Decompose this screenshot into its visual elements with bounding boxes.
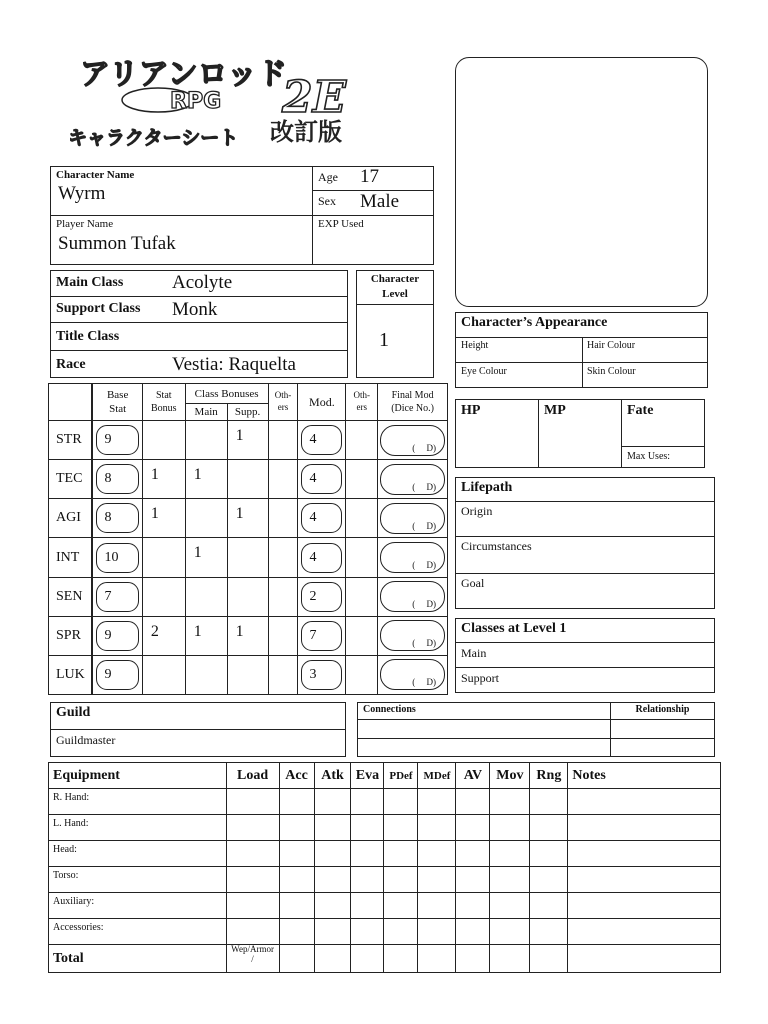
base-stat-cell[interactable]: [92, 460, 142, 499]
support-class-label: Support Class: [56, 301, 141, 316]
stat-name: [49, 460, 93, 499]
equipment-cell[interactable]: [279, 919, 314, 945]
equipment-header-pdef: PDef: [384, 763, 418, 789]
stat-label: SPR: [56, 627, 81, 643]
guildmaster-label: Guildmaster: [56, 733, 116, 747]
mod-cell[interactable]: [298, 460, 346, 499]
equipment-cell[interactable]: [418, 815, 456, 841]
class-main-header: Main: [185, 404, 227, 421]
equipment-header-equipment: Equipment: [49, 763, 227, 789]
class-main-cell[interactable]: [185, 421, 227, 460]
stats-table: [48, 383, 448, 695]
age-label: Age: [318, 170, 338, 184]
support-class-value[interactable]: Monk: [172, 299, 218, 320]
wep-armor-separator: /: [251, 953, 254, 964]
equipment-cell[interactable]: [530, 893, 568, 919]
stat-name: [49, 655, 93, 694]
equipment-cell[interactable]: [418, 919, 456, 945]
stat-name: [49, 499, 93, 538]
equipment-cell[interactable]: [279, 815, 314, 841]
stat-value: 1: [193, 466, 202, 484]
main-class-label: Main Class: [56, 275, 124, 290]
others-cell[interactable]: [268, 616, 298, 655]
equipment-cell[interactable]: [530, 789, 568, 815]
equipment-cell[interactable]: [456, 919, 490, 945]
dice-label: ( D): [412, 560, 436, 571]
stat-label: TEC: [56, 471, 83, 487]
character-level-value[interactable]: 1: [379, 329, 389, 351]
stat-bonus-cell[interactable]: [142, 538, 185, 577]
sex-value[interactable]: Male: [360, 191, 400, 212]
equipment-cell[interactable]: [490, 919, 530, 945]
equipment-cell[interactable]: [384, 867, 418, 893]
logo-subtitle: キャラクターシート: [70, 127, 239, 149]
mod-cell[interactable]: [298, 538, 346, 577]
final-mod-cell[interactable]: [378, 655, 448, 694]
sex-label: Sex: [318, 194, 336, 208]
stat-name: [49, 616, 93, 655]
others-cell[interactable]: [268, 460, 298, 499]
stat-value: 2: [150, 622, 159, 640]
max-uses-label: Max Uses:: [627, 451, 671, 462]
equipment-row: [49, 919, 721, 945]
equipment-cell[interactable]: [314, 841, 351, 867]
mod-field[interactable]: 2: [301, 582, 342, 612]
equipment-cell[interactable]: [384, 919, 418, 945]
dice-label: ( D): [412, 442, 436, 453]
others-cell[interactable]: [268, 421, 298, 460]
mod-cell[interactable]: [298, 499, 346, 538]
height-label: Height: [461, 340, 489, 351]
base-stat-field[interactable]: 9: [96, 425, 138, 455]
equipment-cell[interactable]: [568, 867, 721, 893]
skin-colour-label: Skin Colour: [587, 366, 636, 377]
equipment-total-cell[interactable]: [384, 945, 418, 973]
stat-value: 1: [235, 427, 244, 445]
stat-bonus-cell[interactable]: [142, 577, 185, 616]
equipment-cell[interactable]: [568, 893, 721, 919]
stat-name: [49, 577, 93, 616]
eye-colour-label: Eye Colour: [461, 366, 507, 377]
final-mod-field[interactable]: [380, 425, 445, 456]
class-supp-cell[interactable]: [227, 499, 268, 538]
equipment-cell[interactable]: [384, 893, 418, 919]
equipment-total-row: [49, 945, 721, 973]
equipment-row: [49, 789, 721, 815]
equipment-cell[interactable]: [314, 867, 351, 893]
others-cell-2[interactable]: [346, 421, 378, 460]
character-name-label: Character Name: [56, 169, 135, 181]
classes-at-level-title: Classes at Level 1: [461, 621, 567, 636]
equipment-cell[interactable]: [490, 789, 530, 815]
others-cell-2[interactable]: [346, 655, 378, 694]
class-supp-cell[interactable]: [227, 538, 268, 577]
stat-value: 1: [235, 622, 244, 640]
equipment-cell[interactable]: [530, 867, 568, 893]
equipment-total-cell[interactable]: [418, 945, 456, 973]
equipment-cell[interactable]: [279, 893, 314, 919]
stat-bonus-cell[interactable]: [142, 421, 185, 460]
equipment-header-atk: Atk: [314, 763, 351, 789]
base-stat-cell[interactable]: [92, 538, 142, 577]
equipment-header-notes: Notes: [568, 763, 721, 789]
base-stat-cell[interactable]: [92, 421, 142, 460]
equipment-cell[interactable]: [456, 893, 490, 919]
stat-row: [49, 577, 448, 616]
class-supp-cell[interactable]: [227, 616, 268, 655]
final-mod-cell[interactable]: [378, 538, 448, 577]
equipment-cell[interactable]: [456, 789, 490, 815]
stat-label: INT: [56, 549, 80, 565]
equipment-header-acc: Acc: [279, 763, 314, 789]
equipment-cell[interactable]: [351, 841, 384, 867]
character-level-label-1: Character: [370, 273, 420, 285]
logo-edition: 2E: [282, 72, 347, 123]
equipment-cell[interactable]: [279, 841, 314, 867]
stat-bonus-header: Stat Bonus: [142, 384, 185, 421]
character-level-label-2: Level: [382, 288, 408, 300]
base-stat-field[interactable]: 8: [96, 464, 138, 494]
base-stat-cell[interactable]: [92, 577, 142, 616]
stat-bonus-cell[interactable]: [142, 460, 185, 499]
equipment-slot-label: L. Hand:: [49, 815, 227, 841]
stat-row: [49, 499, 448, 538]
equipment-cell[interactable]: [490, 867, 530, 893]
stat-row: [49, 655, 448, 694]
final-mod-field[interactable]: [380, 659, 445, 690]
race-value[interactable]: Vestia: Raquelta: [172, 354, 296, 375]
character-name-value[interactable]: Wyrm: [58, 183, 106, 204]
equipment-cell[interactable]: [351, 867, 384, 893]
equipment-cell[interactable]: [384, 789, 418, 815]
hair-colour-label: Hair Colour: [587, 340, 636, 351]
equipment-cell[interactable]: [418, 867, 456, 893]
class-main-cell[interactable]: [185, 499, 227, 538]
title-class-label: Title Class: [56, 329, 120, 344]
class-supp-cell[interactable]: [227, 655, 268, 694]
others-cell-2[interactable]: [346, 460, 378, 499]
base-stat-cell[interactable]: [92, 616, 142, 655]
class-main-cell[interactable]: [185, 655, 227, 694]
equipment-header-av: AV: [456, 763, 490, 789]
equipment-total-cell[interactable]: [314, 945, 351, 973]
class-main-cell[interactable]: [185, 538, 227, 577]
final-mod-field[interactable]: [380, 542, 445, 573]
logo-title: アリアンロッド: [80, 57, 287, 92]
base-stat-header: Base Stat: [92, 384, 142, 421]
equipment-total-cell[interactable]: [279, 945, 314, 973]
logo-graphic: [70, 52, 380, 152]
equipment-cell[interactable]: [456, 841, 490, 867]
equipment-cell[interactable]: [568, 815, 721, 841]
equipment-cell[interactable]: [314, 815, 351, 841]
mod-field[interactable]: 4: [301, 543, 342, 573]
stat-value: 1: [193, 544, 202, 562]
final-mod-field[interactable]: [380, 503, 445, 534]
equipment-total-cell[interactable]: [456, 945, 490, 973]
equipment-cell[interactable]: [418, 841, 456, 867]
stat-value: 1: [150, 505, 159, 523]
mod-field[interactable]: 4: [301, 425, 342, 455]
base-stat-cell[interactable]: [92, 499, 142, 538]
stat-bonus-cell[interactable]: [142, 616, 185, 655]
character-level-box: [356, 270, 434, 378]
appearance-title: Character’s Appearance: [461, 315, 608, 330]
mod-field[interactable]: 3: [301, 660, 342, 690]
stat-name: [49, 421, 93, 460]
equipment-row: [49, 841, 721, 867]
equipment-header-eva: Eva: [351, 763, 384, 789]
equipment-cell[interactable]: [226, 789, 279, 815]
equipment-row: [49, 815, 721, 841]
others-cell[interactable]: [268, 538, 298, 577]
equipment-cell[interactable]: [568, 919, 721, 945]
class-main-cell[interactable]: [185, 616, 227, 655]
circumstances-label: Circumstances: [461, 539, 532, 553]
base-stat-field[interactable]: 9: [96, 621, 138, 651]
stat-label: AGI: [56, 510, 81, 526]
relationship-title: Relationship: [635, 704, 690, 715]
others-cell-2[interactable]: [346, 538, 378, 577]
stat-label: STR: [56, 432, 82, 448]
final-mod-cell[interactable]: [378, 460, 448, 499]
equipment-row: [49, 893, 721, 919]
equipment-total-cell[interactable]: [568, 945, 721, 973]
classes-at-level-main: Main: [461, 646, 487, 660]
equipment-header-load: Load: [226, 763, 279, 789]
guild-title: Guild: [56, 705, 91, 720]
logo: [70, 52, 380, 152]
equipment-cell[interactable]: [530, 919, 568, 945]
fate-label: Fate: [627, 403, 654, 418]
base-stat-field[interactable]: 10: [96, 543, 138, 573]
equipment-total-cell[interactable]: [530, 945, 568, 973]
equipment-cell[interactable]: [490, 841, 530, 867]
stat-row: [49, 460, 448, 499]
equipment-cell[interactable]: [351, 893, 384, 919]
final-mod-cell[interactable]: [378, 421, 448, 460]
mod-field[interactable]: 4: [301, 503, 342, 533]
equipment-slot-label: Auxiliary:: [49, 893, 227, 919]
equipment-cell[interactable]: [314, 893, 351, 919]
age-value[interactable]: 17: [360, 166, 379, 187]
stat-bonus-cell[interactable]: [142, 499, 185, 538]
equipment-slot-label: Accessories:: [49, 919, 227, 945]
class-supp-cell[interactable]: [227, 460, 268, 499]
others-header-2: Oth- ers: [346, 384, 378, 421]
equipment-cell[interactable]: [418, 893, 456, 919]
equipment-cell[interactable]: [279, 789, 314, 815]
equipment-cell[interactable]: [384, 841, 418, 867]
equipment-cell[interactable]: [568, 841, 721, 867]
stat-label: SEN: [56, 588, 83, 604]
classes-at-level-support: Support: [461, 671, 500, 685]
others-cell-2[interactable]: [346, 577, 378, 616]
equipment-slot-label: R. Hand:: [49, 789, 227, 815]
class-supp-header: Supp.: [227, 404, 268, 421]
equipment-row: [49, 867, 721, 893]
equipment-slot-label: Torso:: [49, 867, 227, 893]
logo-rpg: RPG: [170, 89, 222, 114]
main-class-value[interactable]: Acolyte: [172, 272, 233, 293]
stats-corner: [49, 384, 93, 421]
stat-row: [49, 538, 448, 577]
equipment-cell[interactable]: [530, 815, 568, 841]
equipment-cell[interactable]: [314, 919, 351, 945]
equipment-cell[interactable]: [351, 789, 384, 815]
dice-label: ( D): [412, 520, 436, 531]
class-main-cell[interactable]: [185, 460, 227, 499]
race-label: Race: [56, 357, 86, 372]
class-supp-cell[interactable]: [227, 421, 268, 460]
equipment-cell[interactable]: [226, 919, 279, 945]
equipment-cell[interactable]: [226, 893, 279, 919]
equipment-cell[interactable]: [418, 789, 456, 815]
stat-label: LUK: [56, 666, 85, 682]
final-mod-header: Final Mod (Dice No.): [378, 384, 448, 421]
equipment-total-cell[interactable]: [351, 945, 384, 973]
stat-row: [49, 616, 448, 655]
equipment-cell[interactable]: [351, 815, 384, 841]
equipment-cell[interactable]: [226, 867, 279, 893]
base-stat-field[interactable]: 7: [96, 582, 138, 612]
equipment-cell[interactable]: [279, 867, 314, 893]
final-mod-field[interactable]: [380, 464, 445, 495]
base-stat-cell[interactable]: [92, 655, 142, 694]
stat-value: 1: [150, 466, 159, 484]
equipment-header-mdef: MDef: [418, 763, 456, 789]
wep-armor-label: Wep/Armor: [231, 944, 274, 954]
equipment-cell[interactable]: [490, 815, 530, 841]
connections-title: Connections: [363, 704, 416, 715]
equipment-cell[interactable]: [530, 841, 568, 867]
player-name-value[interactable]: Summon Tufak: [58, 233, 176, 254]
equipment-cell[interactable]: [314, 789, 351, 815]
equipment-header-rng: Rng: [530, 763, 568, 789]
class-bonuses-header: Class Bonuses: [185, 384, 268, 404]
base-stat-field[interactable]: 8: [96, 503, 138, 533]
mod-cell[interactable]: [298, 655, 346, 694]
stat-value: 1: [193, 622, 202, 640]
equipment-total-label: Total: [49, 945, 227, 973]
equipment-table: [48, 762, 721, 973]
mp-label: MP: [544, 403, 566, 418]
exp-used-label: EXP Used: [318, 218, 364, 230]
others-cell[interactable]: [268, 655, 298, 694]
equipment-cell[interactable]: [351, 919, 384, 945]
dice-label: ( D): [412, 677, 436, 688]
hp-label: HP: [461, 403, 481, 418]
others-cell[interactable]: [268, 577, 298, 616]
final-mod-cell[interactable]: [378, 577, 448, 616]
mod-cell[interactable]: [298, 421, 346, 460]
logo-revised: 改訂版: [270, 117, 342, 146]
class-main-cell[interactable]: [185, 577, 227, 616]
others-cell-2[interactable]: [346, 616, 378, 655]
final-mod-cell[interactable]: [378, 499, 448, 538]
stat-row: [49, 421, 448, 460]
dice-label: ( D): [412, 638, 436, 649]
class-supp-cell[interactable]: [227, 577, 268, 616]
final-mod-field[interactable]: [380, 620, 445, 651]
equipment-total-load[interactable]: [226, 945, 279, 973]
mod-cell[interactable]: [298, 577, 346, 616]
equipment-cell[interactable]: [384, 815, 418, 841]
equipment-cell[interactable]: [568, 789, 721, 815]
lifepath-title: Lifepath: [461, 480, 513, 495]
equipment-header-mov: Mov: [490, 763, 530, 789]
final-mod-field[interactable]: [380, 581, 445, 612]
portrait-box[interactable]: [455, 57, 708, 307]
equipment-cell[interactable]: [490, 893, 530, 919]
mod-header: Mod.: [298, 384, 346, 421]
equipment-slot-label: Head:: [49, 841, 227, 867]
base-stat-field[interactable]: 9: [96, 660, 138, 690]
others-cell[interactable]: [268, 499, 298, 538]
stat-name: [49, 538, 93, 577]
mod-field[interactable]: 4: [301, 464, 342, 494]
dice-label: ( D): [412, 481, 436, 492]
dice-label: ( D): [412, 599, 436, 610]
equipment-cell[interactable]: [456, 815, 490, 841]
mod-field[interactable]: 7: [301, 621, 342, 651]
equipment-cell[interactable]: [226, 841, 279, 867]
stat-bonus-cell[interactable]: [142, 655, 185, 694]
equipment-cell[interactable]: [226, 815, 279, 841]
equipment-cell[interactable]: [456, 867, 490, 893]
mod-cell[interactable]: [298, 616, 346, 655]
equipment-total-cell[interactable]: [490, 945, 530, 973]
final-mod-cell[interactable]: [378, 616, 448, 655]
player-name-label: Player Name: [56, 218, 114, 230]
stat-value: 1: [235, 505, 244, 523]
goal-label: Goal: [461, 576, 485, 590]
others-header: Oth- ers: [268, 384, 298, 421]
origin-label: Origin: [461, 504, 493, 518]
others-cell-2[interactable]: [346, 499, 378, 538]
